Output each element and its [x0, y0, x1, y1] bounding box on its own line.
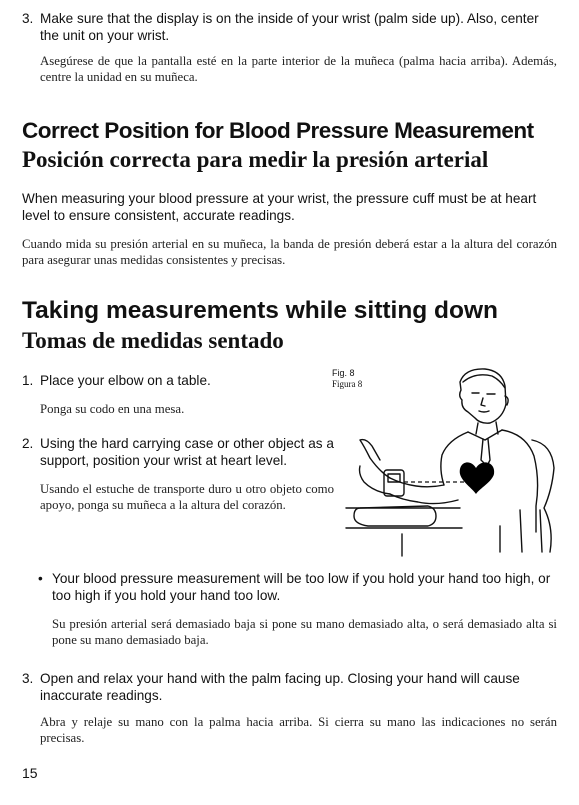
page-number: 15 [22, 765, 38, 781]
bullet-note [22, 570, 557, 648]
step-2 [22, 435, 334, 513]
step-1 [22, 372, 322, 417]
step-text-en: Make sure that the display is on the inside of your wrist (palm side up). Also, center the unit on your wrist. [40, 11, 539, 43]
bullet-mark: • [38, 571, 43, 586]
bullet-text-en: Your blood pressure measurement will be too low if you hold your hand too high, or too high if you hold your hand too low. [52, 571, 551, 603]
step-text-es: Abra y relaje su mano con la palma hacia arriba. Si cierra su mano las indicaciones no serán precisas. [40, 715, 557, 745]
step-number: 1. [22, 373, 34, 388]
seated-person-illustration [340, 360, 560, 560]
section-title-en-2: Taking measurements while sitting down [22, 297, 499, 324]
step-text-en: Using the hard carrying case or other object as a support, position your wrist at heart level. [40, 436, 334, 468]
step-text-es: Ponga su codo en una mesa. [40, 402, 185, 416]
step-text-es: Usando el estuche de transporte duro u otro objeto como apoyo, ponga su muñeca a la altura del corazón. [40, 482, 334, 512]
body-text-es: Cuando mida su presión arterial en su muñeca, la banda de presión deberá estar a la altura del corazón para asegurar unas medidas consistentes y precisas. [22, 237, 557, 267]
step-text-en: Open and relax your hand with the palm facing up. Closing your hand will cause inaccurate readings. [40, 671, 520, 703]
step-text-es: Asegúrese de que la pantalla esté en la parte interior de la muñeca (palma hacia arriba). Además, centre la unidad en su muñeca. [40, 54, 557, 84]
section-title-en: Correct Position for Blood Pressure Measurement [22, 118, 534, 143]
step-3-top [22, 10, 557, 85]
figure-label-es: Figura 8 [332, 379, 363, 389]
section-1-body [22, 190, 557, 268]
figure-label-en: Fig. 8 [332, 368, 355, 378]
bullet-text-es: Su presión arterial será demasiado baja si pone su mano demasiado alta, o será demasiado alta si pone su mano demasiado baja. [52, 617, 557, 647]
section-title-es: Posición correcta para medir la presión arterial [22, 147, 489, 172]
body-text-en: When measuring your blood pressure at your wrist, the pressure cuff must be at heart level to ensure consistent, accurate readings. [22, 191, 537, 223]
step-number: 3. [22, 671, 34, 686]
step-3-bottom [22, 670, 557, 746]
step-number: 3. [22, 11, 34, 26]
step-text-en: Place your elbow on a table. [40, 373, 211, 388]
figure-8 [332, 360, 560, 560]
section-title-es-2: Tomas de medidas sentado [22, 328, 284, 353]
step-number: 2. [22, 436, 34, 451]
